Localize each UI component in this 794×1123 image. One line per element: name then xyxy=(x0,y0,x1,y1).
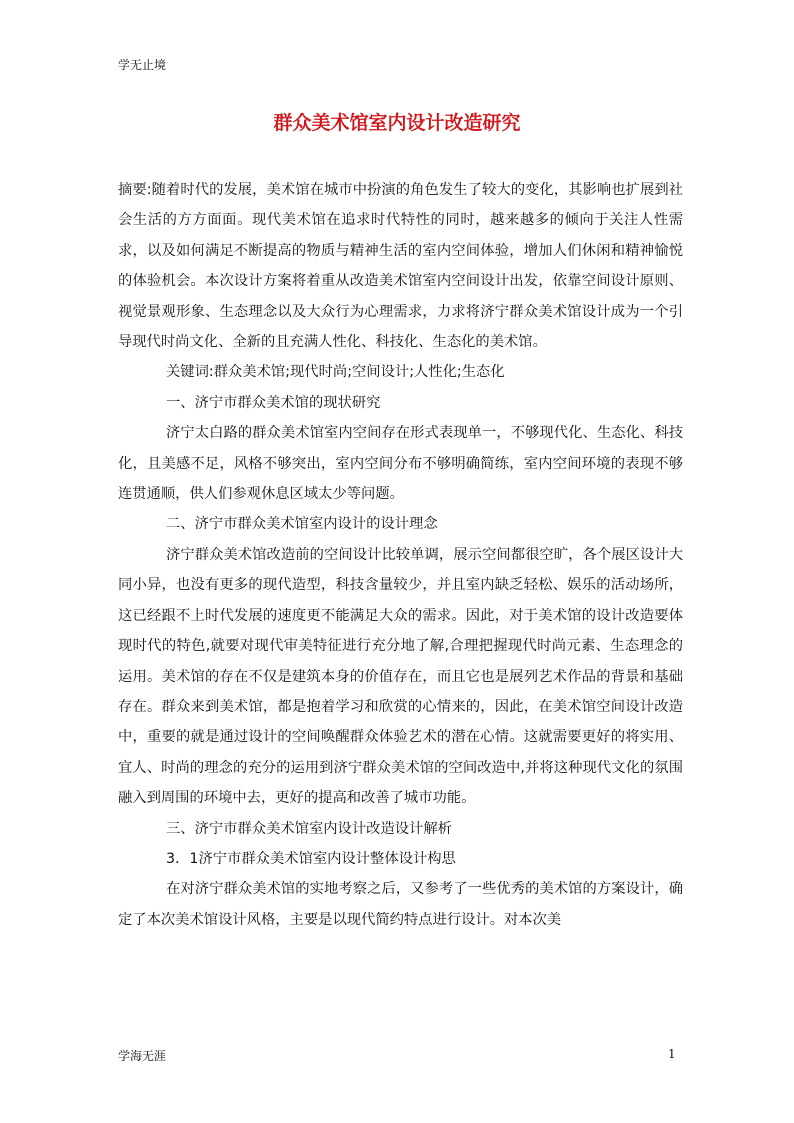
keywords-line: 关键词:群众美术馆;现代时尚;空间设计;人性化;生态化 xyxy=(166,364,505,381)
page-number: 1 xyxy=(668,1047,676,1061)
document-title: 群众美术馆室内设计改造研究 xyxy=(273,112,521,134)
abstract-paragraph: 摘要:随着时代的发展，美术馆在城市中扮演的角色发生了较大的变化，其影响也扩展到社会生活的方方面面。现代美术馆在追求时代特性的同时，越来越多的倾向于关注人性需求，以及如何满足不断提高的物质与精神生活的室内空间体验，增加人们休闲和精神愉悦的体验机会。本次设计方案将着重从改造美术馆室内空间设计出发，依靠空间设计原则、视觉景观形象、生态理念以及大众行为心理需求，力求将济宁群众美术馆设计成为一个引导现代时尚文化、全新的且充满人性化、科技化、生态化的美术馆。 xyxy=(118,182,683,351)
section-heading-1: 一、济宁市群众美术馆的现状研究 xyxy=(166,394,381,411)
section-heading-3: 三、济宁市群众美术馆室内设计改造设计解析 xyxy=(166,820,452,837)
document-body xyxy=(118,175,683,935)
body-paragraph: 济宁群众美术馆改造前的空间设计比较单调，展示空间都很空旷，各个展区设计大同小异，也没有更多的现代造型，科技含量较少，并且室内缺乏轻松、娱乐的活动场所，这已经跟不上时代发展的速度更不能满足大众的需求。因此，对于美术馆的设计改造要体现时代的特色,就要对现代审美特征进行充分地了解,合理把握现代时尚元素、生态理念的运用。美术馆的存在不仅是建筑本身的价值存在，而且它也是展列艺术作品的背景和基础存在。群众来到美术馆，都是抱着学习和欣赏的心情来的，因此，在美术馆空间设计改造中，重要的就是通过设计的空间唤醒群众体验艺术的潜在心情。这就需要更好的将实用、宜人、时尚的理念的充分的运用到济宁群众美术馆的空间改造中,并将这种现代文化的氛围融入到周围的环境中去，更好的提高和改善了城市功能。 xyxy=(118,546,683,807)
page-header: 学无止境 xyxy=(118,58,167,72)
section-heading-2: 二、济宁市群众美术馆室内设计的设计理念 xyxy=(166,516,438,533)
body-paragraph: 在对济宁群众美术馆的实地考察之后，又参考了一些优秀的美术馆的方案设计，确定了本次美术馆设计风格，主要是以现代简约特点进行设计。对本次美 xyxy=(118,881,683,928)
page-footer-text: 学海无涯 xyxy=(118,1049,167,1063)
body-paragraph: 济宁太白路的群众美术馆室内空间存在形式表现单一，不够现代化、生态化、科技化，且美感不足，风格不够突出，室内空间分布不够明确简练，室内空间环境的表现不够连贯通顺，供人们参观休息区域太少等问题。 xyxy=(118,425,683,503)
subsection-heading: 3．1济宁市群众美术馆室内设计整体设计构思 xyxy=(166,850,456,867)
